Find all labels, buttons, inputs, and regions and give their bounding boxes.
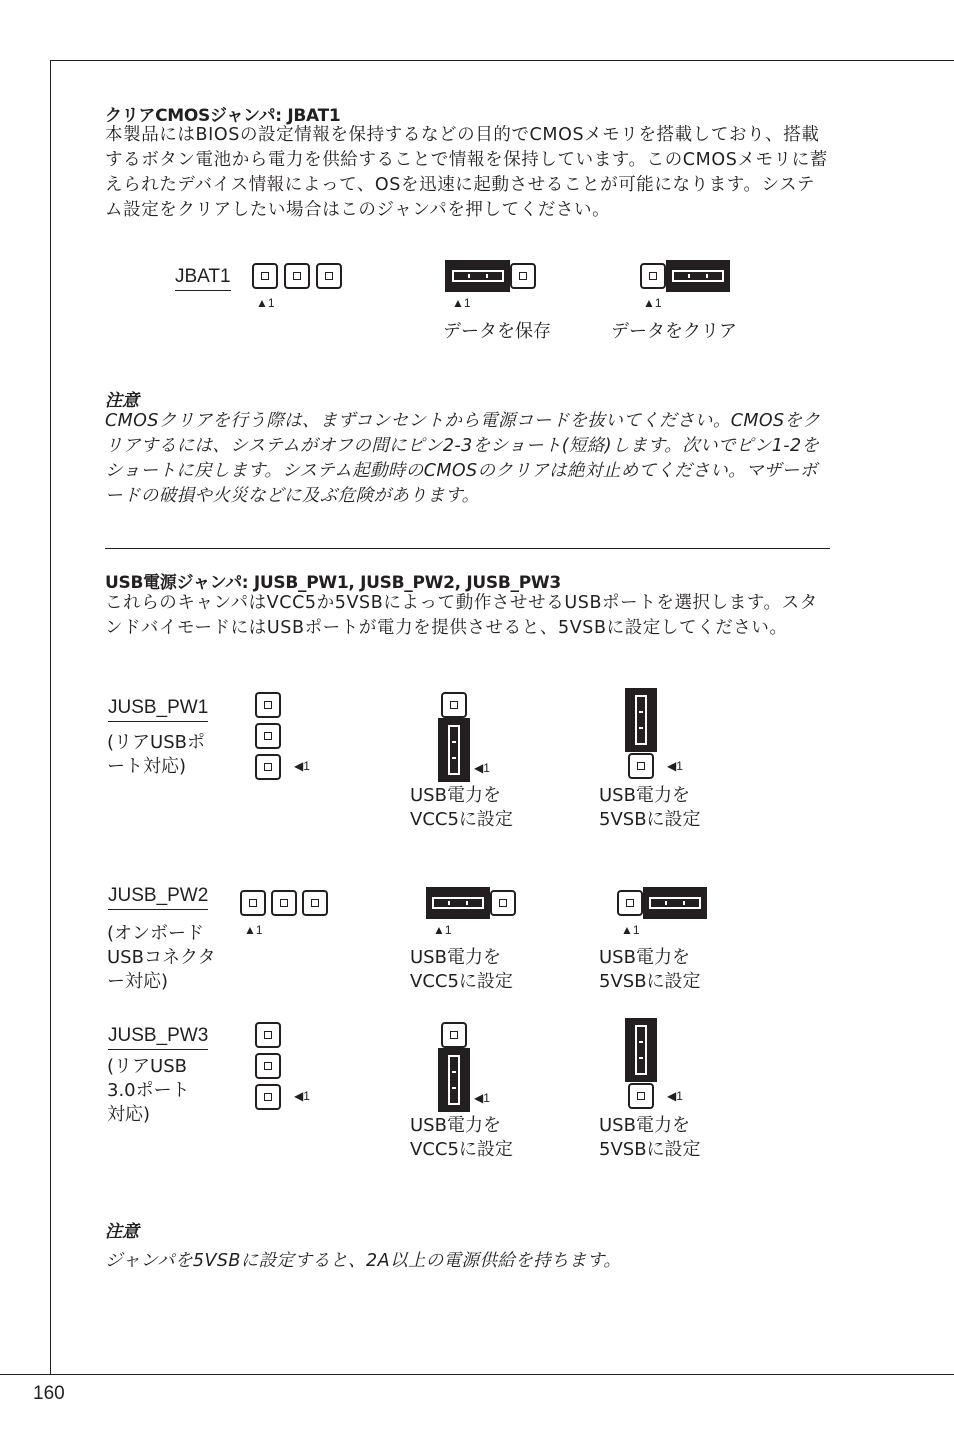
- caption-clear-data: データをクリア: [611, 321, 737, 342]
- jumper-pin: [628, 1083, 654, 1109]
- jusb-pw1-sublabel: (リアUSBポート対応): [107, 732, 205, 777]
- jumper-cap-mark: [635, 1025, 647, 1075]
- pin1-arrow-icon: ◀: [474, 761, 484, 775]
- pin1-label: 1: [632, 923, 640, 937]
- pin1-label: 1: [483, 1091, 490, 1105]
- jumper-pin: [628, 753, 654, 779]
- page-border-left: [50, 60, 51, 1375]
- jusb-pw3-vcc5-caption: USB電力を VCC5に設定: [410, 1115, 513, 1160]
- jumper-pin: [441, 1022, 467, 1048]
- jumper-cap-mark: [635, 695, 647, 745]
- jusb-pw3-label: JUSB_PW3: [108, 1025, 208, 1050]
- jusb-pw3-5vsb-caption: USB電力を 5VSBに設定: [599, 1115, 701, 1160]
- pin1-arrow-icon: ▲: [244, 923, 256, 937]
- pin1-label: 1: [303, 1089, 310, 1103]
- jbat-label: JBAT1: [175, 266, 231, 291]
- jumper-pin: [441, 692, 467, 718]
- jumper-pin: [490, 890, 516, 916]
- jumper-cap-mark: [649, 897, 701, 909]
- pin1-arrow-icon: ▲: [452, 296, 464, 310]
- pin1-label: 1: [654, 296, 662, 310]
- pin1-arrow-icon: ▲: [433, 923, 445, 937]
- pin1-label: 1: [303, 759, 310, 773]
- pin1-label: 1: [444, 923, 452, 937]
- jusb-pw2-vcc5-caption: USB電力を VCC5に設定: [410, 947, 513, 992]
- jusb-pw1-5vsb-caption: USB電力を 5VSBに設定: [599, 785, 701, 830]
- note2-text: ジャンパを5VSBに設定すると、2A以上の電源供給を持ちます。: [105, 1251, 622, 1271]
- pin1-label: 1: [676, 1089, 683, 1103]
- pin1-arrow-icon: ◀: [667, 759, 677, 773]
- jumper-pin: [255, 1053, 281, 1079]
- page-number: 160: [33, 1383, 65, 1404]
- jumper-pin: [252, 263, 278, 289]
- pin1-arrow-icon: ◀: [667, 1089, 677, 1103]
- jumper-cap-mark: [432, 897, 484, 909]
- jusb-pw2-sublabel: (オンボードUSBコネクター対応): [107, 923, 216, 992]
- jumper-pin: [302, 890, 328, 916]
- usb-heading: USB電源ジャンパ: JUSB_PW1, JUSB_PW2, JUSB_PW3: [105, 573, 561, 593]
- note1-text: CMOSクリアを行う際は、まずコンセントから電源コードを抜いてください。CMOSをクリアするには、システムがオフの間にピン2-3をショート(短絡)します。次いでピン1-2をショートに戻します。システム起動時のCMOSのクリアは絶対止めてください。マザーボードの破損や火災などに及ぶ危険があります。: [105, 411, 821, 506]
- jumper-pin: [240, 890, 266, 916]
- jumper-pin: [255, 692, 281, 718]
- jumper-pin: [255, 723, 281, 749]
- jumper-cap-mark: [448, 1055, 460, 1105]
- pin1-label: 1: [676, 759, 683, 773]
- jbat-heading: クリアCMOSジャンパ: JBAT1: [105, 106, 341, 126]
- pin1-label: 1: [255, 923, 263, 937]
- note1-title: 注意: [105, 391, 139, 411]
- jumper-pin: [255, 1084, 281, 1110]
- page-border-top: [50, 60, 954, 61]
- jumper-pin: [617, 890, 643, 916]
- jumper-pin: [284, 263, 310, 289]
- pin1-arrow-icon: ▲: [256, 296, 268, 310]
- jusb-pw2-5vsb-caption: USB電力を 5VSBに設定: [599, 947, 701, 992]
- pin1-arrow-icon: ◀: [294, 759, 304, 773]
- jumper-cap-mark: [448, 725, 460, 775]
- jumper-pin: [316, 263, 342, 289]
- pin1-arrow-icon: ◀: [294, 1089, 304, 1103]
- caption-keep-data: データを保存: [443, 321, 551, 342]
- jusb-pw1-vcc5-caption: USB電力を VCC5に設定: [410, 785, 513, 830]
- section-divider: [105, 548, 830, 549]
- jumper-pin: [271, 890, 297, 916]
- pin1-label: 1: [463, 296, 471, 310]
- jumper-pin: [510, 263, 536, 289]
- jusb-pw3-sublabel: (リアUSB 3.0ポート 対応): [107, 1056, 190, 1125]
- jbat-body: 本製品にはBIOSの設定情報を保持するなどの目的でCMOSメモリを搭載しており、搭載するボタン電池から電力を供給することで情報を保持しています。このCMOSメモリに蓄えられたデバイス情報によって、OSを迅速に起動させることが可能になります。システム設定をクリアしたい場合はこのジャンパを押してください。: [105, 125, 828, 220]
- pin1-arrow-icon: ◀: [474, 1091, 484, 1105]
- jumper-pin: [255, 754, 281, 780]
- usb-body: これらのキャンパはVCC5か5VSBによって動作させせるUSBポートを選択します。スタンドバイモードにはUSBポートが電力を提供させると、5VSBに設定してください。: [105, 593, 818, 638]
- jumper-pin: [255, 1022, 281, 1048]
- jumper-cap-mark: [672, 270, 724, 282]
- note2-title: 注意: [105, 1222, 139, 1242]
- pin1-arrow-icon: ▲: [621, 923, 633, 937]
- jusb-pw2-label: JUSB_PW2: [108, 885, 208, 910]
- jusb-pw1-label: JUSB_PW1: [108, 697, 208, 722]
- pin1-label: 1: [483, 761, 490, 775]
- jumper-pin: [640, 263, 666, 289]
- jumper-cap-mark: [452, 270, 504, 282]
- pin1-arrow-icon: ▲: [643, 296, 655, 310]
- page-border-bottom: [0, 1374, 954, 1375]
- pin1-label: 1: [267, 296, 275, 310]
